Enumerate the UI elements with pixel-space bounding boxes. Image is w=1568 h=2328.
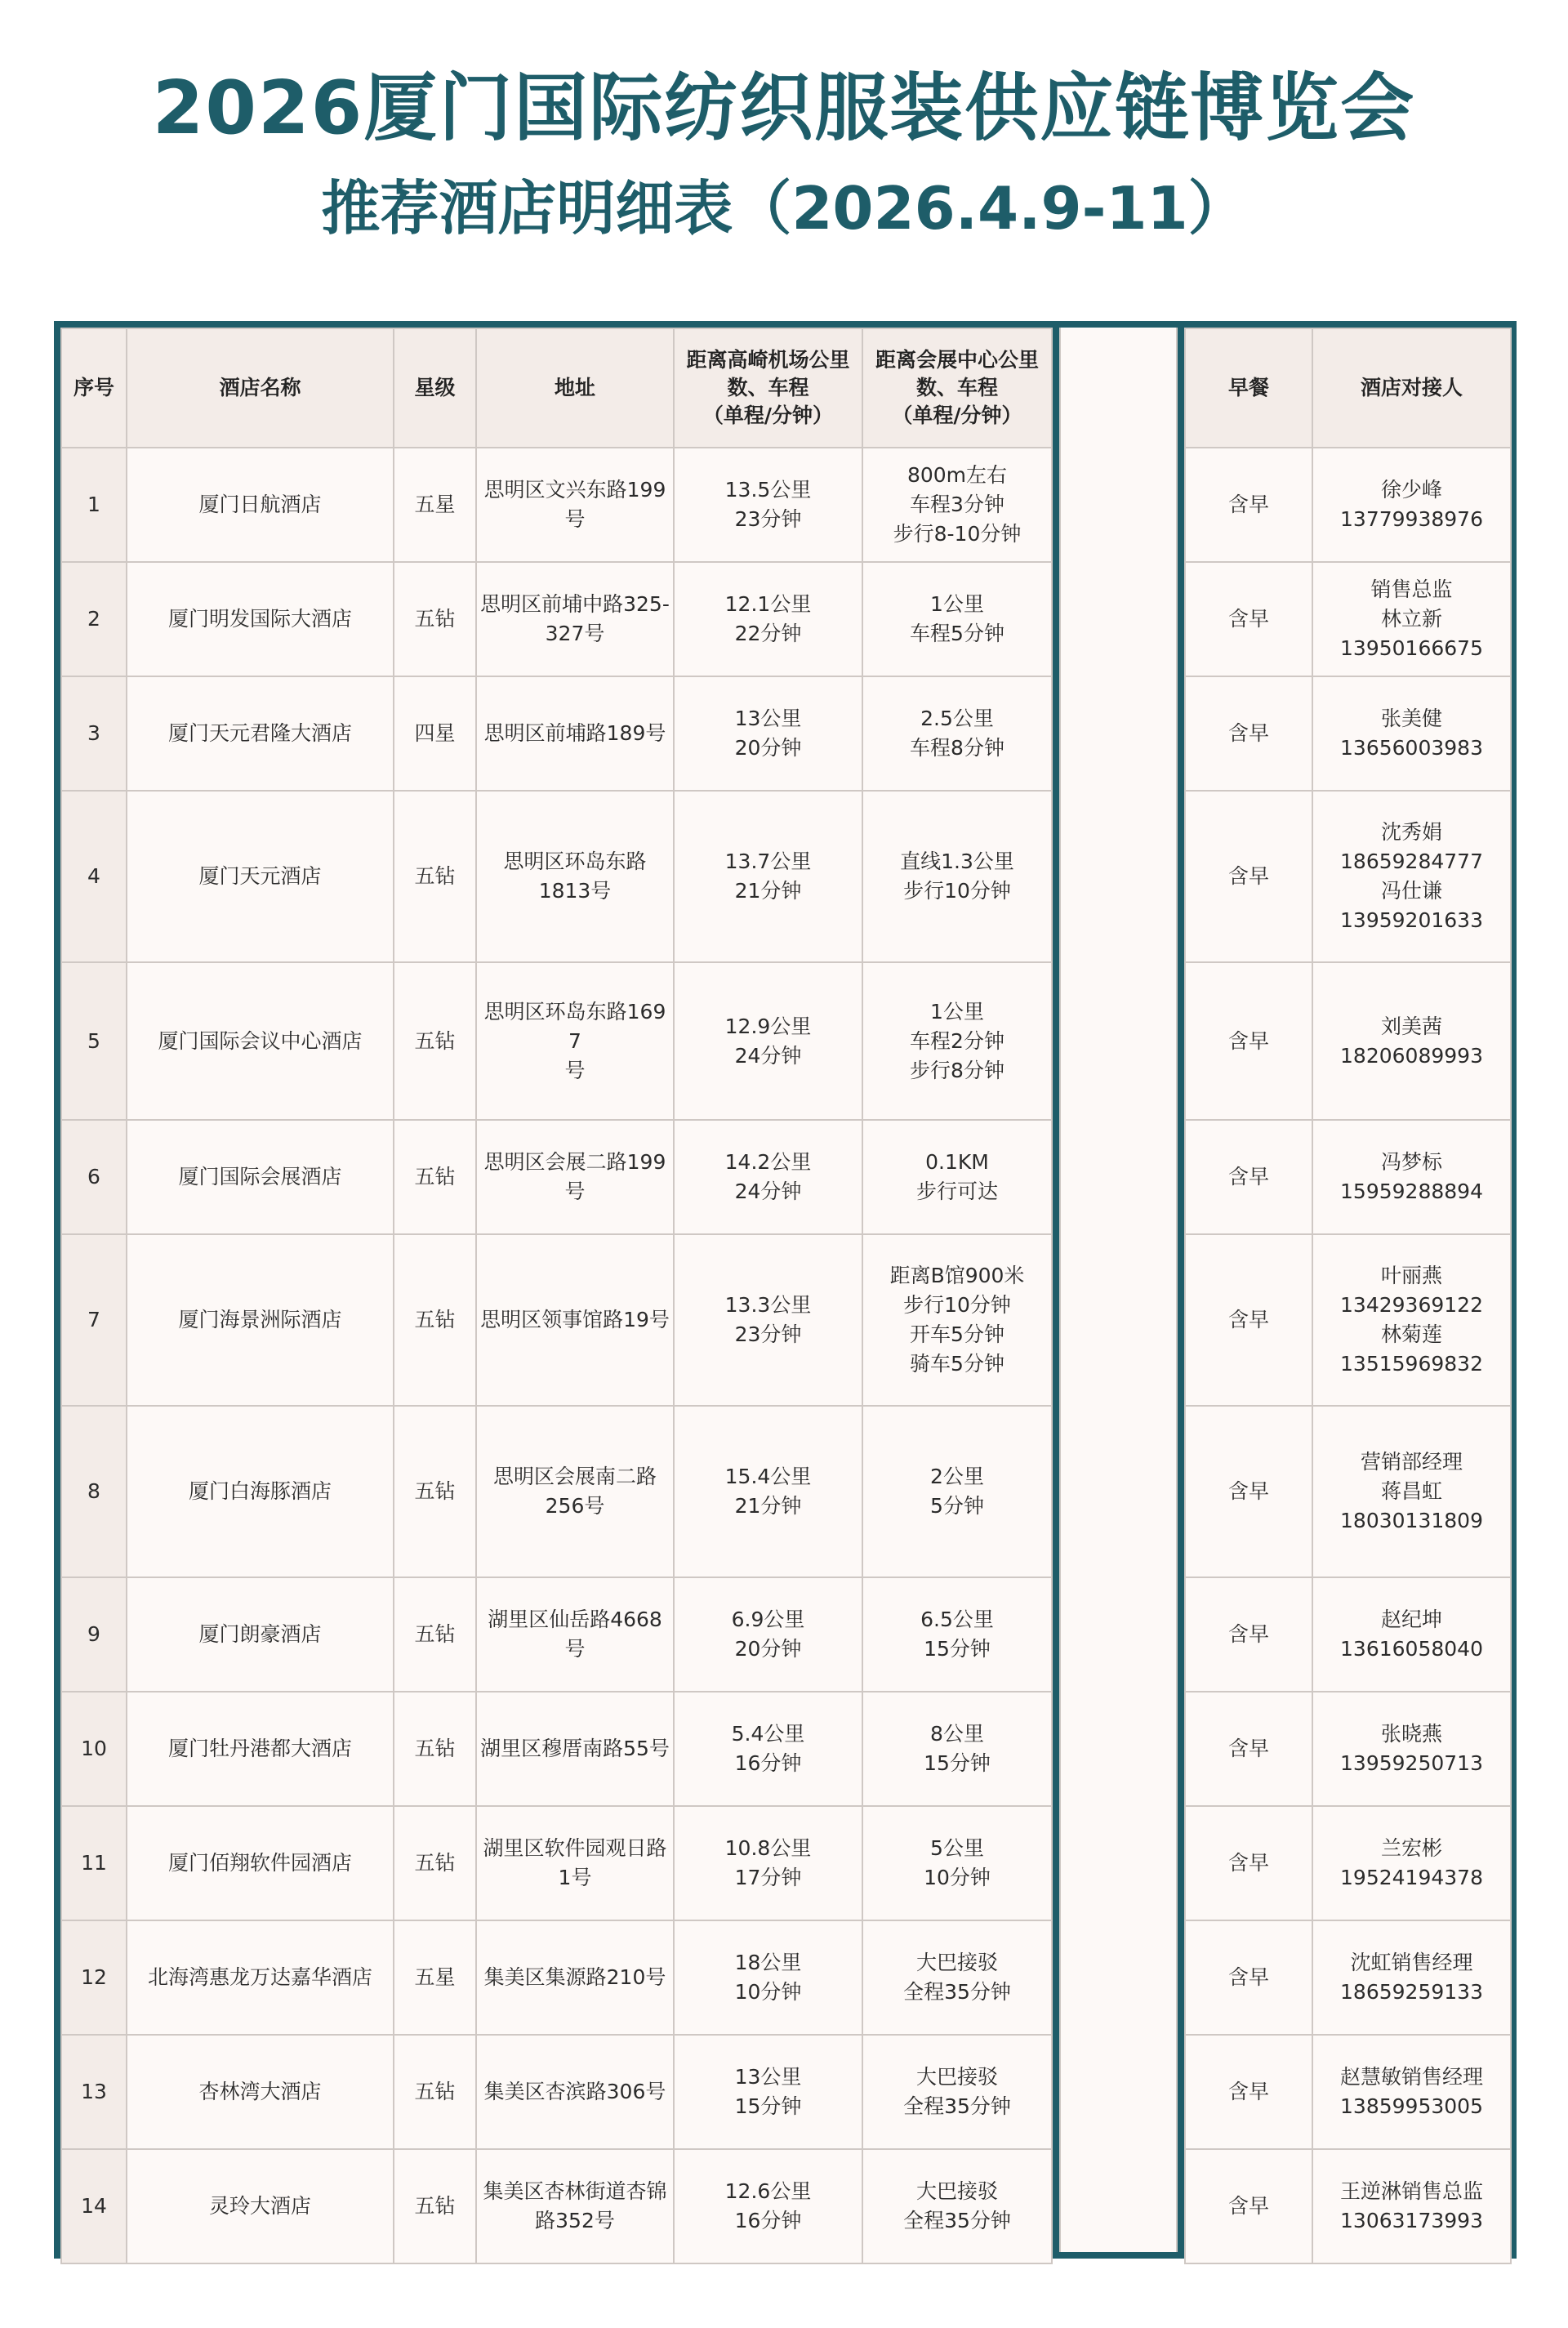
hotel-name: 灵玲大酒店 <box>127 2149 394 2263</box>
table-row <box>61 1234 1052 1406</box>
table-row <box>1185 1406 1511 1577</box>
table-row <box>1185 1120 1511 1234</box>
expo-distance: 1公里 车程5分钟 <box>862 562 1052 676</box>
table-row <box>61 1406 1052 1577</box>
expo-distance: 大巴接驳 全程35分钟 <box>862 2035 1052 2149</box>
airport-distance: 10.8公里 17分钟 <box>674 1806 862 1920</box>
hotel-star: 五钻 <box>394 962 476 1120</box>
row-index: 5 <box>61 962 127 1120</box>
hotel-star: 四星 <box>394 676 476 791</box>
row-index: 10 <box>61 1692 127 1806</box>
breakfast: 含早 <box>1185 1406 1312 1577</box>
expo-distance: 2公里 5分钟 <box>862 1406 1052 1577</box>
hotel-contact: 刘美茜 18206089993 <box>1312 962 1511 1120</box>
table-row <box>1185 1806 1511 1920</box>
page-title: 2026厦门国际纺织服装供应链博览会 <box>152 65 1416 151</box>
table-row <box>1185 676 1511 791</box>
airport-distance: 12.6公里 16分钟 <box>674 2149 862 2263</box>
row-index: 8 <box>61 1406 127 1577</box>
table-row <box>1185 962 1511 1120</box>
hotel-contact: 徐少峰 13779938976 <box>1312 448 1511 562</box>
row-index: 6 <box>61 1120 127 1234</box>
row-index: 2 <box>61 562 127 676</box>
breakfast: 含早 <box>1185 562 1312 676</box>
hotel-star: 五钻 <box>394 1577 476 1692</box>
hotel-address: 思明区环岛东路 1813号 <box>476 791 674 962</box>
airport-distance: 5.4公里 16分钟 <box>674 1692 862 1806</box>
header-contact: 酒店对接人 <box>1312 328 1511 448</box>
row-index: 9 <box>61 1577 127 1692</box>
expo-distance: 800m左右 车程3分钟 步行8-10分钟 <box>862 448 1052 562</box>
table-row <box>1185 448 1511 562</box>
hotel-contact: 沈秀娟 18659284777 冯仕谦 13959201633 <box>1312 791 1511 962</box>
header-breakfast: 早餐 <box>1185 328 1312 448</box>
airport-distance: 13.7公里 21分钟 <box>674 791 862 962</box>
airport-distance: 15.4公里 21分钟 <box>674 1406 862 1577</box>
hotel-name: 厦门日航酒店 <box>127 448 394 562</box>
hotel-address: 湖里区软件园观日路 1号 <box>476 1806 674 1920</box>
hotel-address: 思明区前埔路189号 <box>476 676 674 791</box>
hotel-contact: 赵纪坤 13616058040 <box>1312 1577 1511 1692</box>
hotel-star: 五钻 <box>394 1806 476 1920</box>
hotel-star: 五钻 <box>394 1120 476 1234</box>
hotel-name: 厦门朗豪酒店 <box>127 1577 394 1692</box>
hotel-star: 五钻 <box>394 1234 476 1406</box>
airport-distance: 14.2公里 24分钟 <box>674 1120 862 1234</box>
hotel-name: 杏林湾大酒店 <box>127 2035 394 2149</box>
expo-distance: 大巴接驳 全程35分钟 <box>862 1920 1052 2035</box>
table-row <box>61 1920 1052 2035</box>
hotel-contact: 张美健 13656003983 <box>1312 676 1511 791</box>
breakfast: 含早 <box>1185 1234 1312 1406</box>
table-row <box>61 2035 1052 2149</box>
header-address: 地址 <box>476 328 674 448</box>
breakfast: 含早 <box>1185 962 1312 1120</box>
expo-distance: 8公里 15分钟 <box>862 1692 1052 1806</box>
airport-distance: 13.3公里 23分钟 <box>674 1234 862 1406</box>
hotel-star: 五星 <box>394 448 476 562</box>
hotel-name: 北海湾惠龙万达嘉华酒店 <box>127 1920 394 2035</box>
hotel-star: 五钻 <box>394 562 476 676</box>
airport-distance: 13公里 15分钟 <box>674 2035 862 2149</box>
hotel-address: 思明区会展南二路 256号 <box>476 1406 674 1577</box>
expo-distance: 大巴接驳 全程35分钟 <box>862 2149 1052 2263</box>
table-row <box>61 1692 1052 1806</box>
hotel-address: 集美区集源路210号 <box>476 1920 674 2035</box>
hotel-name: 厦门海景洲际酒店 <box>127 1234 394 1406</box>
blank-column-cells <box>1059 328 1178 2252</box>
airport-distance: 18公里 10分钟 <box>674 1920 862 2035</box>
hotel-address: 思明区文兴东路199 号 <box>476 448 674 562</box>
breakfast: 含早 <box>1185 1120 1312 1234</box>
hotel-address: 集美区杏滨路306号 <box>476 2035 674 2149</box>
header-airport-distance: 距离高崎机场公里 数、车程 （单程/分钟） <box>674 328 862 448</box>
table-row <box>1185 562 1511 676</box>
hotel-name: 厦门天元君隆大酒店 <box>127 676 394 791</box>
header-expo-distance: 距离会展中心公里 数、车程 （单程/分钟） <box>862 328 1052 448</box>
table-header-row <box>61 328 1052 448</box>
breakfast: 含早 <box>1185 1577 1312 1692</box>
breakfast: 含早 <box>1185 2035 1312 2149</box>
hotel-address: 思明区会展二路199 号 <box>476 1120 674 1234</box>
hotel-contact: 兰宏彬 19524194378 <box>1312 1806 1511 1920</box>
hotel-contact: 销售总监 林立新 13950166675 <box>1312 562 1511 676</box>
table-row <box>1185 791 1511 962</box>
row-index: 4 <box>61 791 127 962</box>
hotel-name: 厦门天元酒店 <box>127 791 394 962</box>
breakfast: 含早 <box>1185 1692 1312 1806</box>
table-row <box>61 448 1052 562</box>
table-row <box>1185 1692 1511 1806</box>
table-row <box>61 562 1052 676</box>
hotel-star: 五钻 <box>394 1692 476 1806</box>
hotel-name: 厦门牡丹港都大酒店 <box>127 1692 394 1806</box>
hotel-star: 五钻 <box>394 1406 476 1577</box>
hotel-contact: 冯梦标 15959288894 <box>1312 1120 1511 1234</box>
breakfast: 含早 <box>1185 448 1312 562</box>
table-row <box>1185 2149 1511 2263</box>
airport-distance: 13公里 20分钟 <box>674 676 862 791</box>
expo-distance: 0.1KM 步行可达 <box>862 1120 1052 1234</box>
airport-distance: 6.9公里 20分钟 <box>674 1577 862 1692</box>
hotel-address: 集美区杏林街道杏锦 路352号 <box>476 2149 674 2263</box>
header-star: 星级 <box>394 328 476 448</box>
row-index: 14 <box>61 2149 127 2263</box>
hotel-star: 五钻 <box>394 791 476 962</box>
hotel-table-frame <box>54 321 1517 2259</box>
hotel-contact: 营销部经理 蒋昌虹 18030131809 <box>1312 1406 1511 1577</box>
row-index: 1 <box>61 448 127 562</box>
hotel-address: 思明区环岛东路1697 号 <box>476 962 674 1120</box>
table-row <box>1185 1577 1511 1692</box>
hotel-name: 厦门国际会议中心酒店 <box>127 962 394 1120</box>
row-index: 3 <box>61 676 127 791</box>
expo-distance: 直线1.3公里 步行10分钟 <box>862 791 1052 962</box>
table-row <box>1185 1234 1511 1406</box>
breakfast: 含早 <box>1185 1806 1312 1920</box>
hotel-star: 五星 <box>394 1920 476 2035</box>
hotel-contact: 沈虹销售经理 18659259133 <box>1312 1920 1511 2035</box>
hotel-star: 五钻 <box>394 2149 476 2263</box>
hotel-contact: 王逆淋销售总监 13063173993 <box>1312 2149 1511 2263</box>
hotel-name: 厦门国际会展酒店 <box>127 1120 394 1234</box>
table-row <box>61 962 1052 1120</box>
page-subtitle: 推荐酒店明细表（2026.4.9-11） <box>321 174 1247 243</box>
hotel-name: 厦门佰翔软件园酒店 <box>127 1806 394 1920</box>
table-row <box>61 1806 1052 1920</box>
expo-distance: 2.5公里 车程8分钟 <box>862 676 1052 791</box>
hotel-address: 湖里区仙岳路4668 号 <box>476 1577 674 1692</box>
hotel-name: 厦门白海豚酒店 <box>127 1406 394 1577</box>
hotel-contact: 叶丽燕 13429369122 林菊莲 13515969832 <box>1312 1234 1511 1406</box>
table-row <box>61 1120 1052 1234</box>
hotel-contact: 赵慧敏销售经理 13859953005 <box>1312 2035 1511 2149</box>
expo-distance: 距离B馆900米 步行10分钟 开车5分钟 骑车5分钟 <box>862 1234 1052 1406</box>
hotel-address: 思明区前埔中路325- 327号 <box>476 562 674 676</box>
table-row <box>1185 1920 1511 2035</box>
expo-distance: 5公里 10分钟 <box>862 1806 1052 1920</box>
hotel-name: 厦门明发国际大酒店 <box>127 562 394 676</box>
table-header-row <box>1185 328 1511 448</box>
row-index: 11 <box>61 1806 127 1920</box>
airport-distance: 13.5公里 23分钟 <box>674 448 862 562</box>
expo-distance: 6.5公里 15分钟 <box>862 1577 1052 1692</box>
row-index: 13 <box>61 2035 127 2149</box>
breakfast: 含早 <box>1185 1920 1312 2035</box>
breakfast: 含早 <box>1185 791 1312 962</box>
airport-distance: 12.1公里 22分钟 <box>674 562 862 676</box>
airport-distance: 12.9公里 24分钟 <box>674 962 862 1120</box>
table-row <box>61 1577 1052 1692</box>
hotel-address: 湖里区穆厝南路55号 <box>476 1692 674 1806</box>
breakfast: 含早 <box>1185 676 1312 791</box>
breakfast: 含早 <box>1185 2149 1312 2263</box>
table-row <box>61 676 1052 791</box>
table-row <box>1185 2035 1511 2149</box>
hotel-star: 五钻 <box>394 2035 476 2149</box>
hotel-contact: 张晓燕 13959250713 <box>1312 1692 1511 1806</box>
table-row <box>61 791 1052 962</box>
hotel-table-contact <box>1184 328 1512 2264</box>
hotel-table-main <box>60 328 1053 2264</box>
row-index: 7 <box>61 1234 127 1406</box>
header-index: 序号 <box>61 328 127 448</box>
header-hotel-name: 酒店名称 <box>127 328 394 448</box>
expo-distance: 1公里 车程2分钟 步行8分钟 <box>862 962 1052 1120</box>
hotel-address: 思明区领事馆路19号 <box>476 1234 674 1406</box>
table-row <box>61 2149 1052 2263</box>
row-index: 12 <box>61 1920 127 2035</box>
